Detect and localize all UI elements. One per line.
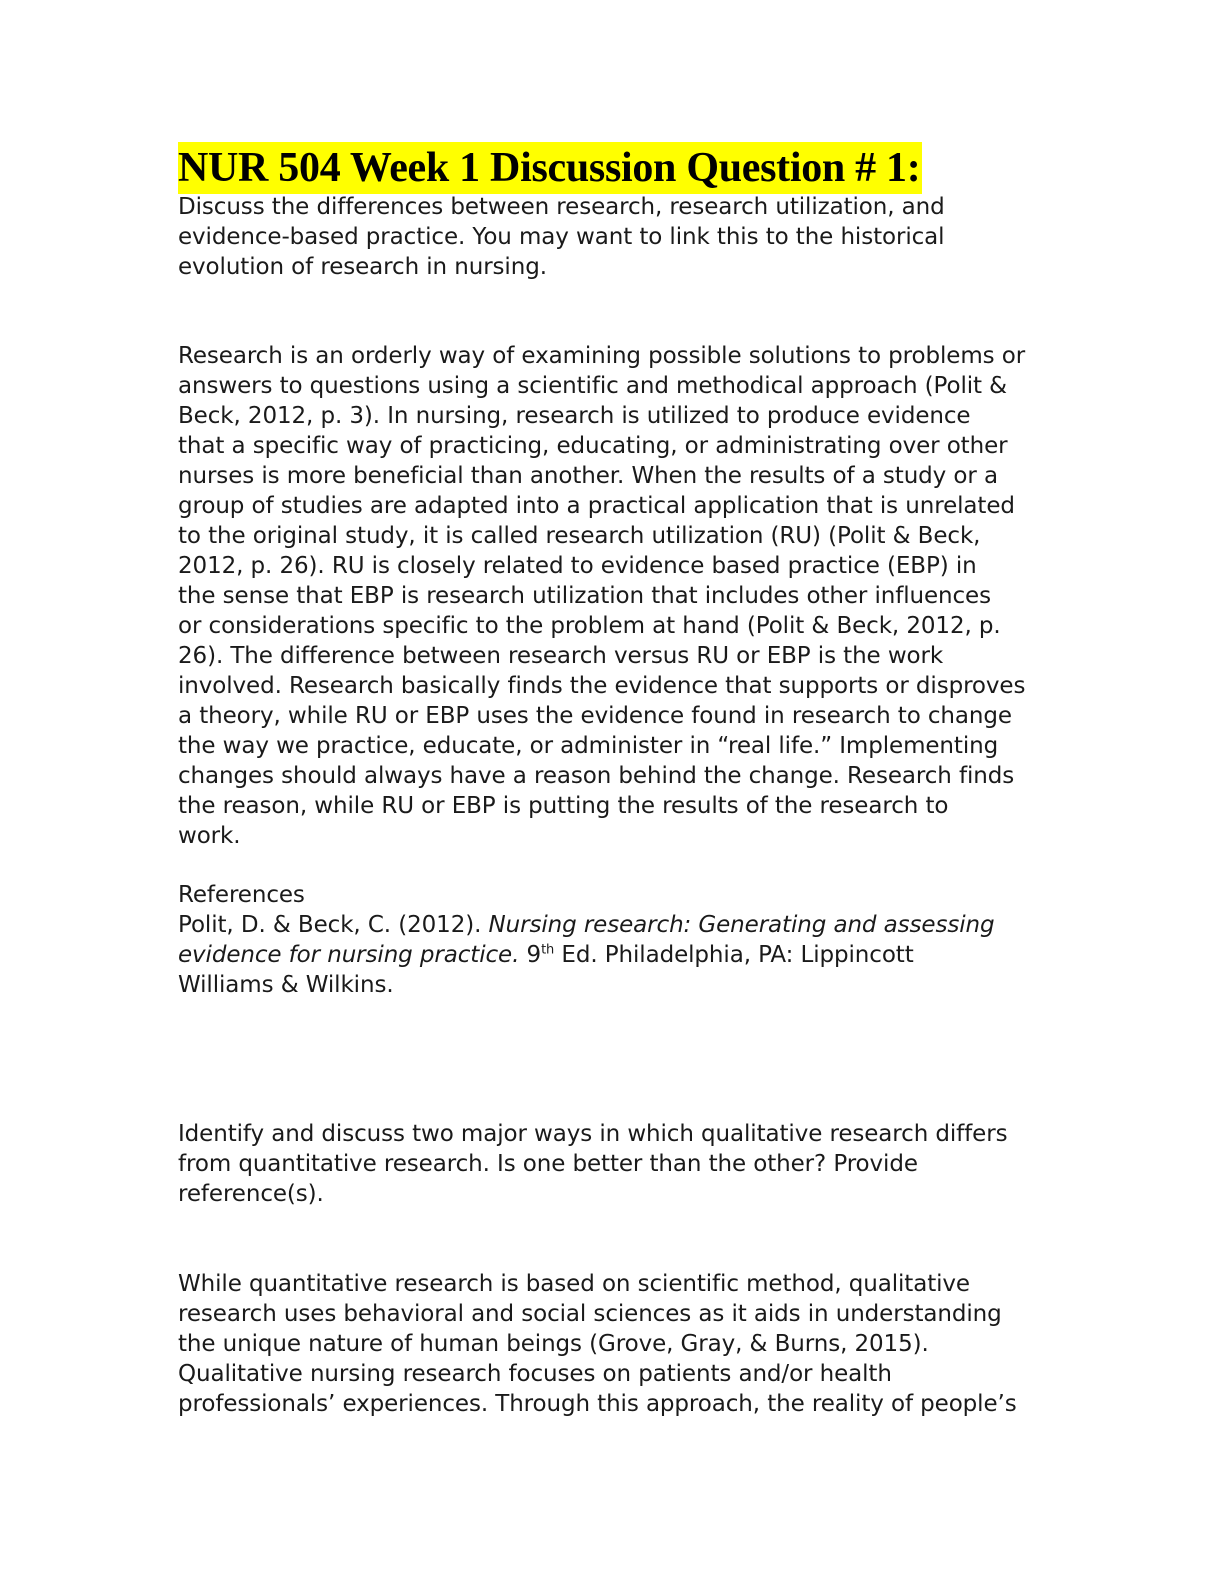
paragraph-line: involved. Research basically finds the evidence that supports or disproves (178, 673, 1026, 699)
paragraph-line: group of studies are adapted into a practical application that is unrelated (178, 493, 1015, 519)
document-title: NUR 504 Week 1 Discussion Question # 1: (178, 142, 922, 194)
paragraph-line: research uses behavioral and social sciences as it aids in understanding (178, 1301, 1002, 1327)
paragraph-line: nurses is more beneficial than another. When the results of a study or a (178, 463, 998, 489)
paragraph-line: evidence-based practice. You may want to link this to the historical (178, 224, 945, 250)
paragraph-line: While quantitative research is based on scientific method, qualitative (178, 1271, 970, 1297)
question-2-paragraph (178, 1119, 1048, 1209)
paragraph-line: the unique nature of human beings (Grove, Gray, & Burns, 2015). (178, 1331, 929, 1357)
paragraph-line: answers to questions using a scientific and methodical approach (Polit & (178, 373, 1007, 399)
paragraph-line: Discuss the differences between research, research utilization, and (178, 194, 945, 220)
reference-line (178, 910, 1048, 940)
reference-authors: Polit, D. & Beck, C. (2012). (178, 912, 489, 938)
reference-line: Williams & Wilkins. (178, 972, 394, 998)
reference-edition-suffix: th (541, 942, 555, 958)
paragraph-line: Beck, 2012, p. 3). In nursing, research is utilized to produce evidence (178, 403, 971, 429)
paragraph-line: professionals’ experiences. Through this approach, the reality of people’s (178, 1391, 1017, 1417)
paragraph-line: work. (178, 823, 241, 849)
reference-edition: 9 (519, 942, 542, 968)
paragraph-line: the sense that EBP is research utilization that includes other influences (178, 583, 991, 609)
reference-book-title: Nursing research: Generating and assessing (488, 912, 995, 938)
reference-line (178, 940, 1048, 970)
question-1-paragraph (178, 192, 1048, 282)
paragraph-line: 2012, p. 26). RU is closely related to evidence based practice (EBP) in (178, 553, 977, 579)
paragraph-line: Identify and discuss two major ways in which qualitative research differs (178, 1121, 1008, 1147)
references-heading: References (178, 882, 305, 908)
paragraph-line: changes should always have a reason behind the change. Research finds (178, 763, 1015, 789)
answer-2-paragraph (178, 1269, 1048, 1419)
paragraph-line: that a specific way of practicing, educating, or administrating over other (178, 433, 1008, 459)
answer-1-paragraph (178, 341, 1048, 851)
paragraph-line: Qualitative nursing research focuses on patients and/or health (178, 1361, 892, 1387)
paragraph-line: 26). The difference between research versus RU or EBP is the work (178, 643, 944, 669)
paragraph-line: evolution of research in nursing. (178, 254, 547, 280)
paragraph-line: reference(s). (178, 1181, 324, 1207)
paragraph-line: from quantitative research. Is one better than the other? Provide (178, 1151, 918, 1177)
paragraph-line: or considerations specific to the problem at hand (Polit & Beck, 2012, p. (178, 613, 1001, 639)
paragraph-line: to the original study, it is called research utilization (RU) (Polit & Beck, (178, 523, 981, 549)
paragraph-line: the way we practice, educate, or administer in “real life.” Implementing (178, 733, 999, 759)
reference-book-title-cont: evidence for nursing practice. (178, 942, 520, 968)
reference-publisher: Ed. Philadelphia, PA: Lippincott (554, 942, 914, 968)
paragraph-line: Research is an orderly way of examining possible solutions to problems or (178, 343, 1026, 369)
paragraph-line: a theory, while RU or EBP uses the evidence found in research to change (178, 703, 1012, 729)
paragraph-line: the reason, while RU or EBP is putting the results of the research to (178, 793, 949, 819)
references-section (178, 880, 1048, 1000)
